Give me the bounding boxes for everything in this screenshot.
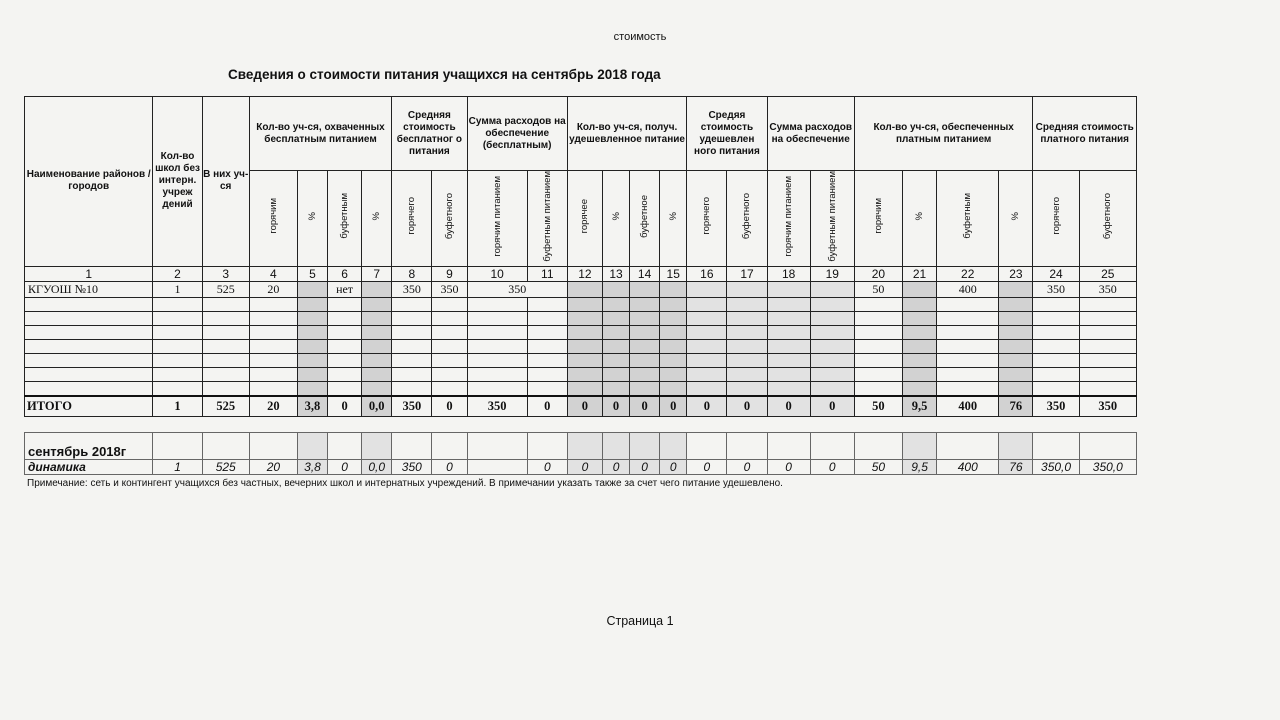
total-cell: 0 xyxy=(630,396,660,417)
cell: нет xyxy=(328,281,362,297)
total-cell: 350 xyxy=(392,396,432,417)
total-cell: 350 xyxy=(1033,396,1079,417)
subheader-label: буфетным питанием xyxy=(541,171,553,262)
col-number: 17 xyxy=(727,266,767,281)
dyn-cell: 50 xyxy=(854,460,902,475)
row-name: КГУОШ №10 xyxy=(25,281,153,297)
total-cell: 0 xyxy=(810,396,854,417)
dyn-cell: 0 xyxy=(630,460,660,475)
subheader-cell xyxy=(937,171,999,267)
cell xyxy=(602,281,629,297)
subheader-cell xyxy=(854,171,902,267)
header-paid-avg: Средняя стоимость платного питания xyxy=(1033,97,1137,171)
subheader-label: % xyxy=(306,212,318,221)
dyn-cell: 400 xyxy=(937,460,999,475)
subheader-cell xyxy=(727,171,767,267)
subheader-cell xyxy=(602,171,629,267)
total-cell: 0 xyxy=(687,396,727,417)
dyn-cell: 0 xyxy=(328,460,362,475)
col-number: 6 xyxy=(328,266,362,281)
header-free-sum: Сумма расходов на обеспечение (бесплатным) xyxy=(467,97,567,171)
col-number: 5 xyxy=(297,266,327,281)
dyn-cell xyxy=(467,460,527,475)
total-cell: 0 xyxy=(432,396,467,417)
subheader-cell xyxy=(999,171,1033,267)
dyn-cell: 350,0 xyxy=(1033,460,1079,475)
cell: 350 xyxy=(432,281,467,297)
cell xyxy=(362,281,392,297)
col-number: 9 xyxy=(432,266,467,281)
cell: 525 xyxy=(202,281,249,297)
cell xyxy=(810,281,854,297)
col-number: 4 xyxy=(249,266,297,281)
dyn-cell: 0 xyxy=(567,460,602,475)
col-number: 21 xyxy=(903,266,937,281)
dyn-cell: 9,5 xyxy=(903,460,937,475)
subheader-cell xyxy=(810,171,854,267)
col-number: 18 xyxy=(767,266,810,281)
period-row xyxy=(25,433,1137,460)
cell xyxy=(567,281,602,297)
subheader-cell xyxy=(297,171,327,267)
subheader-label: горячего xyxy=(1050,197,1062,236)
subheader-cell xyxy=(328,171,362,267)
subheader-label: буфетное xyxy=(639,194,651,238)
table-row xyxy=(25,325,1137,339)
dyn-cell: 350 xyxy=(392,460,432,475)
period-label: сентябрь 2018г xyxy=(25,433,153,460)
dyn-cell: 0,0 xyxy=(362,460,392,475)
col-number: 25 xyxy=(1079,266,1136,281)
header-reduced-sum: Сумма расходов на обеспечение xyxy=(767,97,854,171)
col-number: 12 xyxy=(567,266,602,281)
cell: 20 xyxy=(249,281,297,297)
total-cell: 0,0 xyxy=(362,396,392,417)
subheader-cell xyxy=(432,171,467,267)
dyn-cell: 0 xyxy=(432,460,467,475)
table-row xyxy=(25,381,1137,396)
total-row xyxy=(25,396,1137,417)
col-number: 19 xyxy=(810,266,854,281)
subheader-label: горячим xyxy=(267,198,279,235)
header-paid-group: Кол-во уч-ся, обеспеченных платным питанием xyxy=(854,97,1033,171)
subheader-cell xyxy=(567,171,602,267)
dyn-cell: 525 xyxy=(202,460,249,475)
subheader-label: % xyxy=(667,212,679,221)
col-number: 13 xyxy=(602,266,629,281)
col-number: 22 xyxy=(937,266,999,281)
dyn-cell: 0 xyxy=(767,460,810,475)
col-number: 23 xyxy=(999,266,1033,281)
header-free-avg: Средняя стоимость бесплатног о питания xyxy=(392,97,467,171)
subheader-label: % xyxy=(371,212,383,221)
total-cell: 0 xyxy=(660,396,687,417)
document-title: Сведения о стоимости питания учащихся на сентябрь 2018 года xyxy=(228,67,661,82)
col-number: 8 xyxy=(392,266,432,281)
cell: 350 xyxy=(392,281,432,297)
cell: 350 xyxy=(1033,281,1079,297)
table-row xyxy=(25,353,1137,367)
page-number: Страница 1 xyxy=(606,614,674,628)
dyn-cell: 20 xyxy=(249,460,297,475)
subheader-cell xyxy=(362,171,392,267)
subheader-label: горячего xyxy=(406,197,418,236)
subheader-label: буфетным xyxy=(339,193,351,240)
subheader-cell xyxy=(767,171,810,267)
header-reduced-group: Кол-во уч-ся, получ. удешевленное питание xyxy=(567,97,686,171)
subheader-label: буфетного xyxy=(443,193,455,240)
table-row xyxy=(25,297,1137,311)
subheader-cell xyxy=(392,171,432,267)
cell: 400 xyxy=(937,281,999,297)
subheader-cell xyxy=(1033,171,1079,267)
total-cell: 0 xyxy=(567,396,602,417)
subheader-cell xyxy=(527,171,567,267)
dynamics-table xyxy=(24,432,1137,475)
col-number: 16 xyxy=(687,266,727,281)
dyn-cell: 0 xyxy=(527,460,567,475)
dyn-cell: 0 xyxy=(687,460,727,475)
dyn-cell: 3,8 xyxy=(297,460,327,475)
subheader-cell xyxy=(630,171,660,267)
dyn-cell: 0 xyxy=(660,460,687,475)
subheader-cell xyxy=(660,171,687,267)
total-cell: 0 xyxy=(727,396,767,417)
dynamics-label: динамика xyxy=(25,460,153,475)
subheader-label: горячего xyxy=(701,197,713,236)
subheader-label: горячим xyxy=(872,198,884,235)
cell: 1 xyxy=(153,281,202,297)
main-table xyxy=(24,96,1137,417)
total-cell: 400 xyxy=(937,396,999,417)
table-row xyxy=(25,339,1137,353)
total-cell: 20 xyxy=(249,396,297,417)
cell xyxy=(903,281,937,297)
header-students: В них уч-ся xyxy=(202,97,249,267)
col-number: 10 xyxy=(467,266,527,281)
dyn-cell: 350,0 xyxy=(1079,460,1136,475)
col-number: 2 xyxy=(153,266,202,281)
total-label: ИТОГО xyxy=(25,396,153,417)
col-number: 1 xyxy=(25,266,153,281)
total-cell: 0 xyxy=(328,396,362,417)
total-cell: 76 xyxy=(999,396,1033,417)
cell xyxy=(630,281,660,297)
col-number: 20 xyxy=(854,266,902,281)
subheader-cell xyxy=(903,171,937,267)
dyn-cell: 76 xyxy=(999,460,1033,475)
header-reduced-avg: Средяя стоимость удешевлен ного питания xyxy=(687,97,767,171)
note-text: Примечание: сеть и контингент учащихся без частных, вечерних школ и интернатных учреждений. В примечании указать также за счет чего питание удешевлено. xyxy=(27,478,783,489)
cell xyxy=(999,281,1033,297)
dyn-cell: 0 xyxy=(810,460,854,475)
subheader-label: % xyxy=(1010,212,1022,221)
total-cell: 1 xyxy=(153,396,202,417)
subheader-label: буфетного xyxy=(1102,193,1114,240)
table-row xyxy=(25,311,1137,325)
subheader-cell xyxy=(1079,171,1136,267)
cell xyxy=(767,281,810,297)
total-cell: 0 xyxy=(602,396,629,417)
col-number: 11 xyxy=(527,266,567,281)
total-cell: 350 xyxy=(467,396,527,417)
cell xyxy=(297,281,327,297)
page-header: стоимость xyxy=(613,31,667,43)
cell: 350 xyxy=(467,281,567,297)
header-name: Наименование районов / городов xyxy=(25,97,153,267)
subheader-label: горячим питанием xyxy=(783,175,795,257)
dyn-cell: 0 xyxy=(602,460,629,475)
total-cell: 0 xyxy=(527,396,567,417)
subheader-label: горячее xyxy=(579,199,591,234)
col-number: 14 xyxy=(630,266,660,281)
dyn-cell: 1 xyxy=(153,460,202,475)
dyn-cell: 0 xyxy=(727,460,767,475)
col-number: 15 xyxy=(660,266,687,281)
subheader-cell xyxy=(467,171,527,267)
subheader-label: % xyxy=(914,212,926,221)
dynamics-row xyxy=(25,460,1137,475)
subheader-label: буфетным xyxy=(962,193,974,240)
col-number: 24 xyxy=(1033,266,1079,281)
table-row xyxy=(25,281,1137,297)
subheader-label: буфетного xyxy=(741,193,753,240)
cell xyxy=(727,281,767,297)
col-number: 7 xyxy=(362,266,392,281)
total-cell: 0 xyxy=(767,396,810,417)
column-number-row xyxy=(25,266,1137,281)
table-row xyxy=(25,367,1137,381)
subheader-label: % xyxy=(610,212,622,221)
total-cell: 9,5 xyxy=(903,396,937,417)
subheader-label: горячим питанием xyxy=(491,175,503,257)
total-cell: 525 xyxy=(202,396,249,417)
cell xyxy=(687,281,727,297)
subheader-cell xyxy=(249,171,297,267)
subheader-label: буфетным питанием xyxy=(826,171,838,262)
cell: 50 xyxy=(854,281,902,297)
col-number: 3 xyxy=(202,266,249,281)
total-cell: 350 xyxy=(1079,396,1136,417)
header-schools: Кол-во школ без интерн. учреж дений xyxy=(153,97,202,267)
total-cell: 50 xyxy=(854,396,902,417)
cell: 350 xyxy=(1079,281,1136,297)
cell xyxy=(660,281,687,297)
subheader-cell xyxy=(687,171,727,267)
total-cell: 3,8 xyxy=(297,396,327,417)
header-free-group: Кол-во уч-ся, охваченных бесплатным питанием xyxy=(249,97,391,171)
